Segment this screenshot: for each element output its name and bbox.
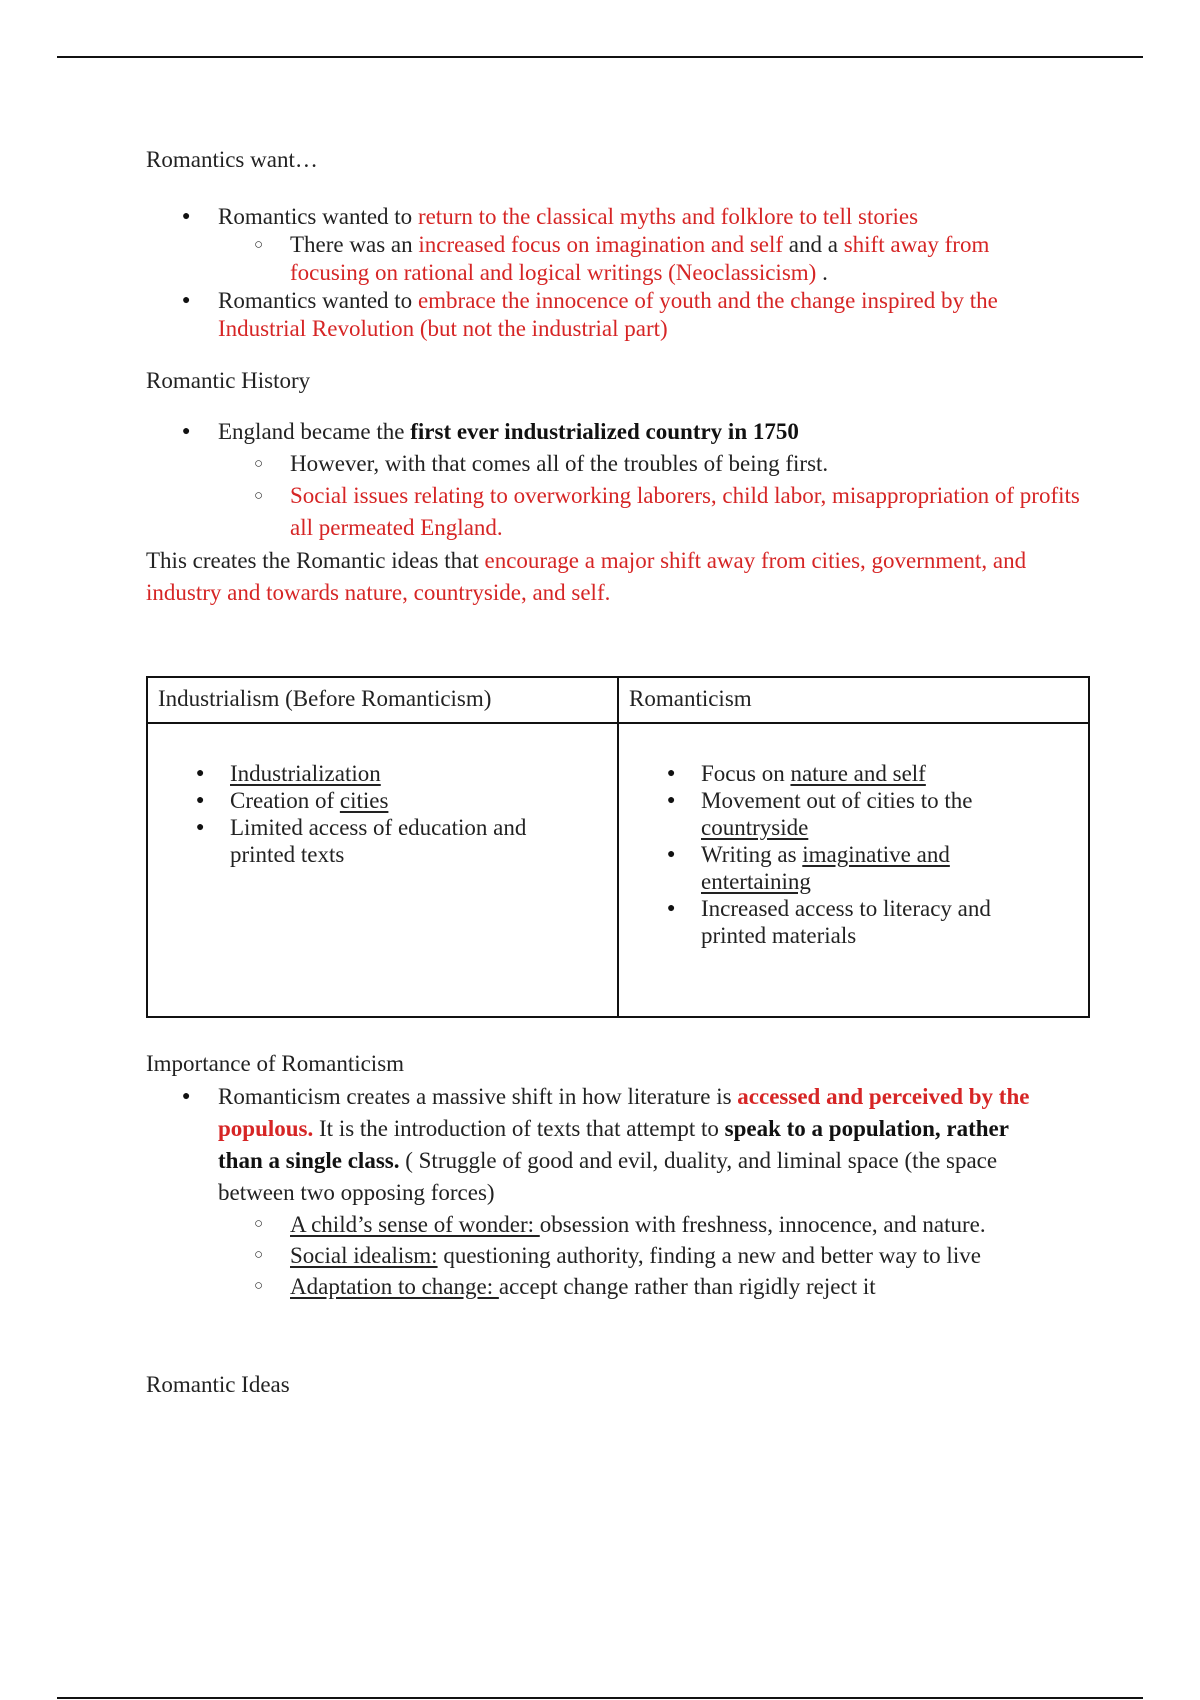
sub-list-item	[146, 1271, 1096, 1302]
table-body-row	[147, 723, 1089, 1017]
list-item	[629, 760, 1078, 787]
underlined-text: nature and self	[790, 761, 926, 786]
list-item	[146, 416, 1096, 448]
romanticism-cell	[618, 723, 1089, 1017]
bold-highlight-text: accessed and perceived by the populous.	[218, 1084, 1030, 1141]
list-item	[158, 814, 550, 868]
underlined-text: countryside	[701, 815, 809, 840]
sub-list-item	[146, 448, 1096, 480]
text: Movement out of cities to the	[701, 788, 973, 813]
underlined-text: Industrialization	[230, 761, 381, 786]
list-item	[629, 895, 1031, 949]
sub-list-item	[146, 1209, 1096, 1240]
highlight-text: Social issues relating to overworking laborers, child labor, misappropriation of profits all permeated England.	[290, 483, 1080, 540]
industrialism-cell	[147, 723, 618, 1017]
list-item	[158, 760, 607, 787]
text: and a	[783, 232, 844, 257]
list-item	[146, 287, 1048, 343]
romantic-history-list	[146, 416, 1096, 544]
importance-list	[146, 1081, 1096, 1302]
sub-list-item	[146, 480, 1090, 544]
text: obsession with freshness, innocence, and nature.	[539, 1212, 986, 1237]
text: ( Struggle of good and evil, duality, and liminal space (the space between two opposing forces)	[218, 1148, 998, 1205]
bold-text: first ever industrialized country in 1750	[410, 419, 799, 444]
romantics-want-list	[146, 203, 1096, 343]
heading-romantics-want: Romantics want…	[146, 147, 318, 172]
text: Romantics wanted to	[218, 288, 418, 313]
top-rule	[57, 56, 1143, 58]
text: There was an	[290, 232, 419, 257]
text: Creation of	[230, 788, 340, 813]
highlight-text: shift away from focusing on rational and logical writings (Neoclassicism)	[290, 232, 990, 285]
history-paragraph	[146, 545, 1096, 609]
underlined-text: cities	[339, 788, 389, 813]
text: Romantics wanted to	[218, 204, 418, 229]
text: England became the	[218, 419, 411, 444]
text: It is the introduction of texts that attempt to	[313, 1116, 725, 1141]
underlined-text: imaginative and entertaining	[701, 842, 950, 894]
highlight-text: encourage a major shift away from cities, government, and industry and towards nature, countryside, and self.	[146, 548, 1027, 605]
text: Increased access to literacy and printed materials	[701, 896, 991, 948]
highlight-text: return to the classical myths and folklore to tell stories	[417, 204, 919, 229]
comparison-table	[146, 676, 1090, 1018]
text: questioning authority, finding a new and better way to live	[437, 1243, 981, 1268]
list-item	[146, 203, 1096, 231]
text: Writing as	[701, 842, 803, 867]
text: .	[816, 260, 828, 285]
sub-list-item	[146, 231, 1050, 287]
sub-list-item	[146, 1240, 1096, 1271]
heading-romantic-ideas: Romantic Ideas	[146, 1372, 290, 1397]
heading-importance: Importance of Romanticism	[146, 1051, 405, 1076]
header-cell-industrialism: Industrialism (Before Romanticism)	[147, 677, 618, 723]
list-item	[146, 1081, 1048, 1209]
text: accept change rather than rigidly reject it	[498, 1274, 876, 1299]
underlined-text: Social idealism:	[290, 1243, 438, 1268]
underlined-text: A child’s sense of wonder:	[290, 1212, 540, 1237]
text: Focus on	[701, 761, 791, 786]
table-header-row	[147, 677, 1089, 723]
header-cell-romanticism: Romanticism	[618, 677, 1089, 723]
underlined-text: Adaptation to change:	[290, 1274, 499, 1299]
bold-text: speak to a population, rather than a single class.	[218, 1116, 1009, 1173]
text: Romanticism creates a massive shift in how literature is	[218, 1084, 738, 1109]
list-item	[629, 841, 991, 895]
text: However, with that comes all of the troubles of being first.	[290, 451, 829, 476]
bottom-rule	[57, 1697, 1143, 1699]
list-item	[158, 787, 607, 814]
heading-romantic-history: Romantic History	[146, 368, 311, 393]
text: Limited access of education and printed texts	[230, 815, 527, 867]
highlight-text: embrace the innocence of youth and the change inspired by the Industrial Revolution (but not the industrial part)	[218, 288, 998, 341]
highlight-text: increased focus on imagination and self	[418, 232, 784, 257]
list-item	[629, 787, 1001, 841]
text: This creates the Romantic ideas that	[146, 548, 485, 573]
